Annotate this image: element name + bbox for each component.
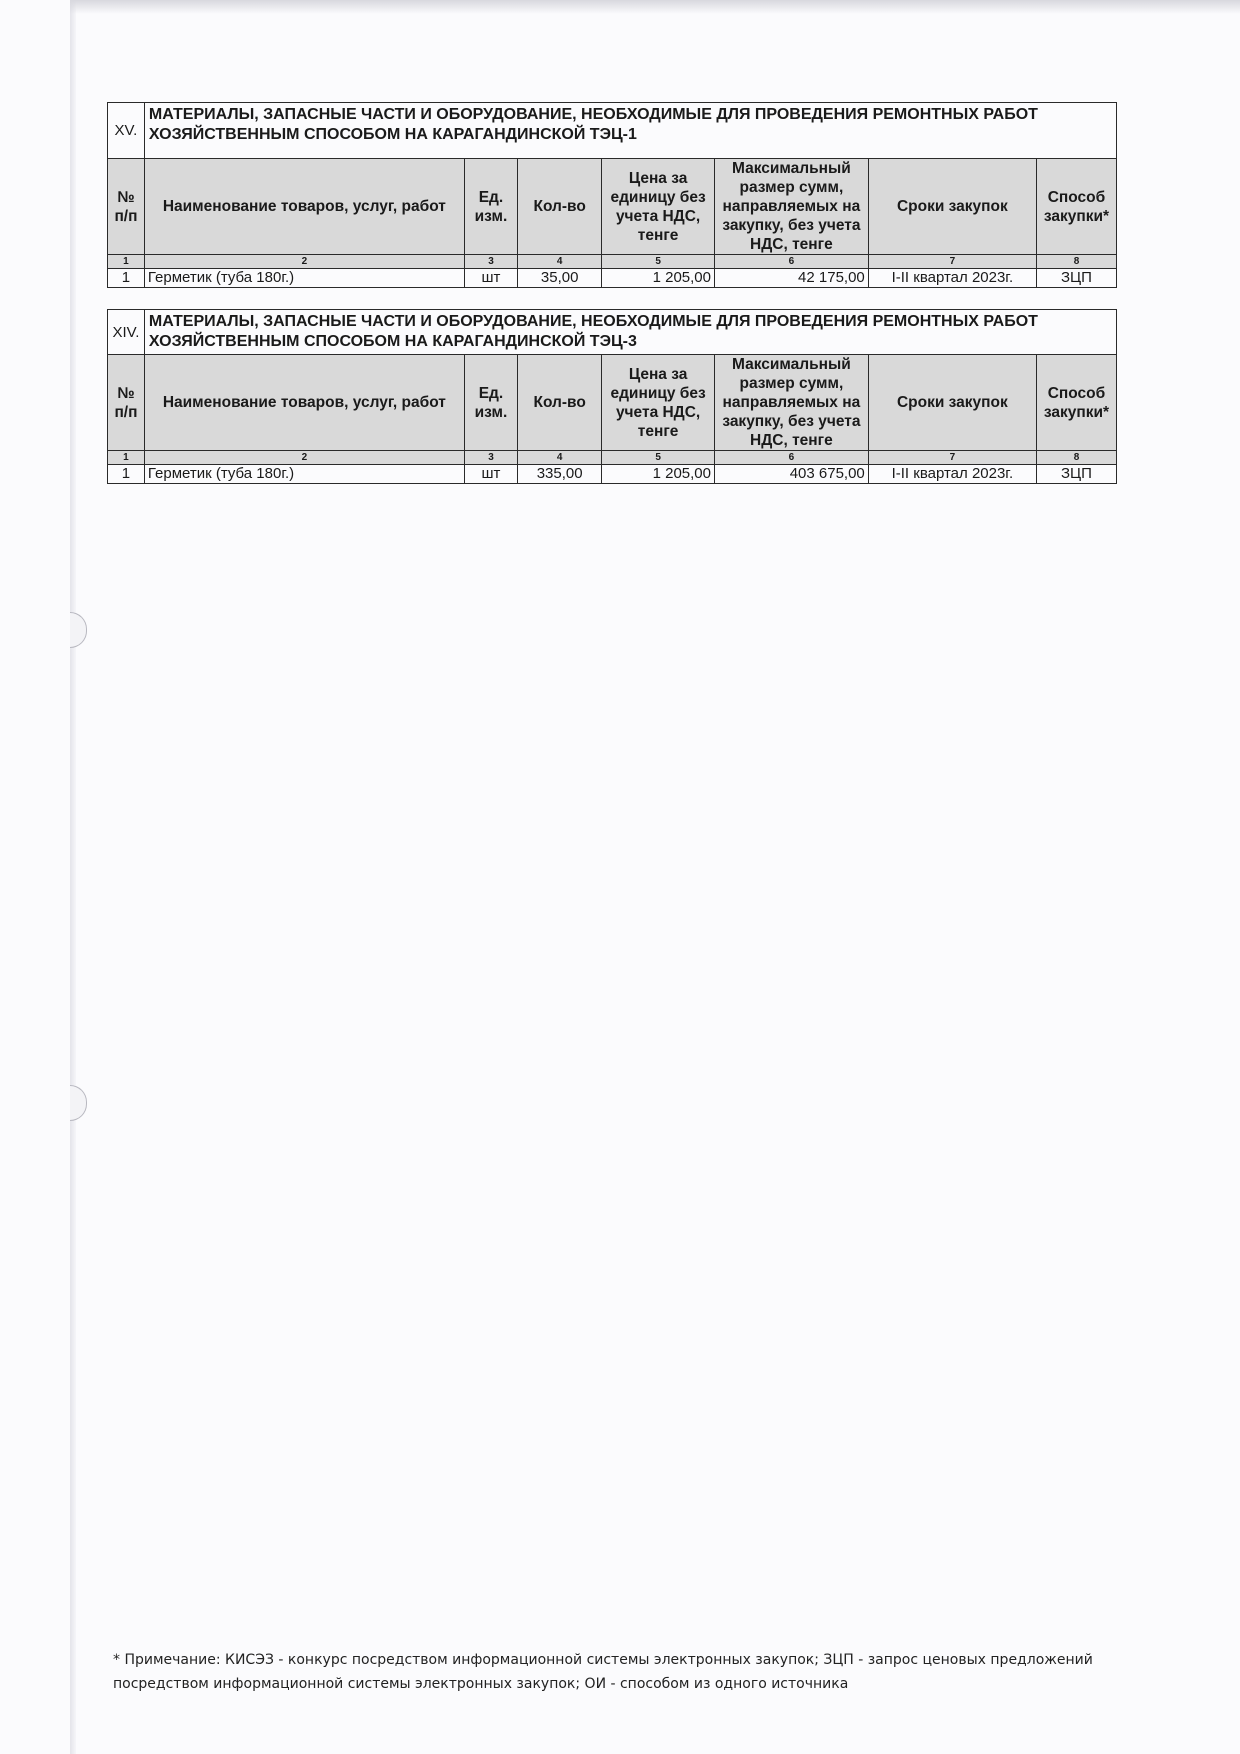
col-header-qty: Кол-во	[518, 159, 602, 255]
column-index: 1	[108, 255, 145, 269]
table-row	[108, 465, 1117, 484]
row-num: 1	[108, 269, 145, 288]
row-max-sum: 42 175,00	[714, 269, 868, 288]
section-numeral: XV.	[108, 103, 145, 159]
col-header-terms: Сроки закупок	[868, 159, 1036, 255]
col-header-price: Цена за единицу без учета НДС, тенге	[602, 159, 715, 255]
scan-top-shadow	[70, 0, 1240, 14]
column-index: 4	[518, 451, 602, 465]
procurement-section	[107, 309, 1117, 484]
row-qty: 35,00	[518, 269, 602, 288]
col-header-qty: Кол-во	[518, 355, 602, 451]
column-index-row	[108, 255, 1117, 269]
row-qty: 335,00	[518, 465, 602, 484]
punch-hole-mark	[70, 612, 87, 648]
col-header-num: № п/п	[108, 355, 145, 451]
section-numeral: XIV.	[108, 310, 145, 355]
col-header-price: Цена за единицу без учета НДС, тенге	[602, 355, 715, 451]
column-index: 4	[518, 255, 602, 269]
column-index: 3	[464, 255, 517, 269]
column-index: 5	[602, 255, 715, 269]
col-header-num: № п/п	[108, 159, 145, 255]
col-header-unit: Ед. изм.	[464, 159, 517, 255]
column-index: 1	[108, 451, 145, 465]
column-index-row	[108, 451, 1117, 465]
header-row	[108, 159, 1117, 255]
procurement-table	[107, 309, 1117, 484]
col-header-terms: Сроки закупок	[868, 355, 1036, 451]
col-header-unit: Ед. изм.	[464, 355, 517, 451]
col-header-max-sum: Максимальный размер сумм, направляемых на закупку, без учета НДС, тенге	[714, 355, 868, 451]
column-index: 6	[714, 255, 868, 269]
column-index: 8	[1036, 451, 1116, 465]
procurement-table	[107, 102, 1117, 288]
row-price: 1 205,00	[602, 465, 715, 484]
row-terms: I-II квартал 2023г.	[868, 269, 1036, 288]
column-index: 3	[464, 451, 517, 465]
scan-edge	[70, 0, 76, 1754]
row-method: ЗЦП	[1036, 269, 1116, 288]
procurement-section	[107, 102, 1117, 288]
column-index: 8	[1036, 255, 1116, 269]
table-row	[108, 269, 1117, 288]
section-title: МАТЕРИАЛЫ, ЗАПАСНЫЕ ЧАСТИ И ОБОРУДОВАНИЕ, НЕОБХОДИМЫЕ ДЛЯ ПРОВЕДЕНИЯ РЕМОНТНЫХ РАБОТ ХОЗЯЙСТВЕННЫМ СПОСОБОМ НА КАРАГАНДИНСКОЙ ТЭЦ-1	[144, 103, 1116, 159]
row-name: Герметик (туба 180г.)	[144, 269, 464, 288]
section-title-row	[108, 310, 1117, 355]
row-max-sum: 403 675,00	[714, 465, 868, 484]
col-header-method: Способ закупки*	[1036, 159, 1116, 255]
column-index: 5	[602, 451, 715, 465]
section-title-row	[108, 103, 1117, 159]
punch-hole-mark	[70, 1085, 87, 1121]
row-name: Герметик (туба 180г.)	[144, 465, 464, 484]
header-row	[108, 355, 1117, 451]
col-header-name: Наименование товаров, услуг, работ	[144, 355, 464, 451]
col-header-name: Наименование товаров, услуг, работ	[144, 159, 464, 255]
row-unit: шт	[464, 269, 517, 288]
row-price: 1 205,00	[602, 269, 715, 288]
column-index: 2	[144, 255, 464, 269]
section-title: МАТЕРИАЛЫ, ЗАПАСНЫЕ ЧАСТИ И ОБОРУДОВАНИЕ, НЕОБХОДИМЫЕ ДЛЯ ПРОВЕДЕНИЯ РЕМОНТНЫХ РАБОТ ХОЗЯЙСТВЕННЫМ СПОСОБОМ НА КАРАГАНДИНСКОЙ ТЭЦ-3	[144, 310, 1116, 355]
column-index: 7	[868, 255, 1036, 269]
col-header-method: Способ закупки*	[1036, 355, 1116, 451]
column-index: 7	[868, 451, 1036, 465]
row-num: 1	[108, 465, 145, 484]
column-index: 2	[144, 451, 464, 465]
row-unit: шт	[464, 465, 517, 484]
footnote: * Примечание: КИСЭЗ - конкурс посредством информационной системы электронных закупок; ЗЦП - запрос ценовых предложений посредством информационной системы электронных закупок; ОИ - способом из одного источника	[113, 1652, 1093, 1692]
col-header-max-sum: Максимальный размер сумм, направляемых на закупку, без учета НДС, тенге	[714, 159, 868, 255]
column-index: 6	[714, 451, 868, 465]
row-method: ЗЦП	[1036, 465, 1116, 484]
row-terms: I-II квартал 2023г.	[868, 465, 1036, 484]
